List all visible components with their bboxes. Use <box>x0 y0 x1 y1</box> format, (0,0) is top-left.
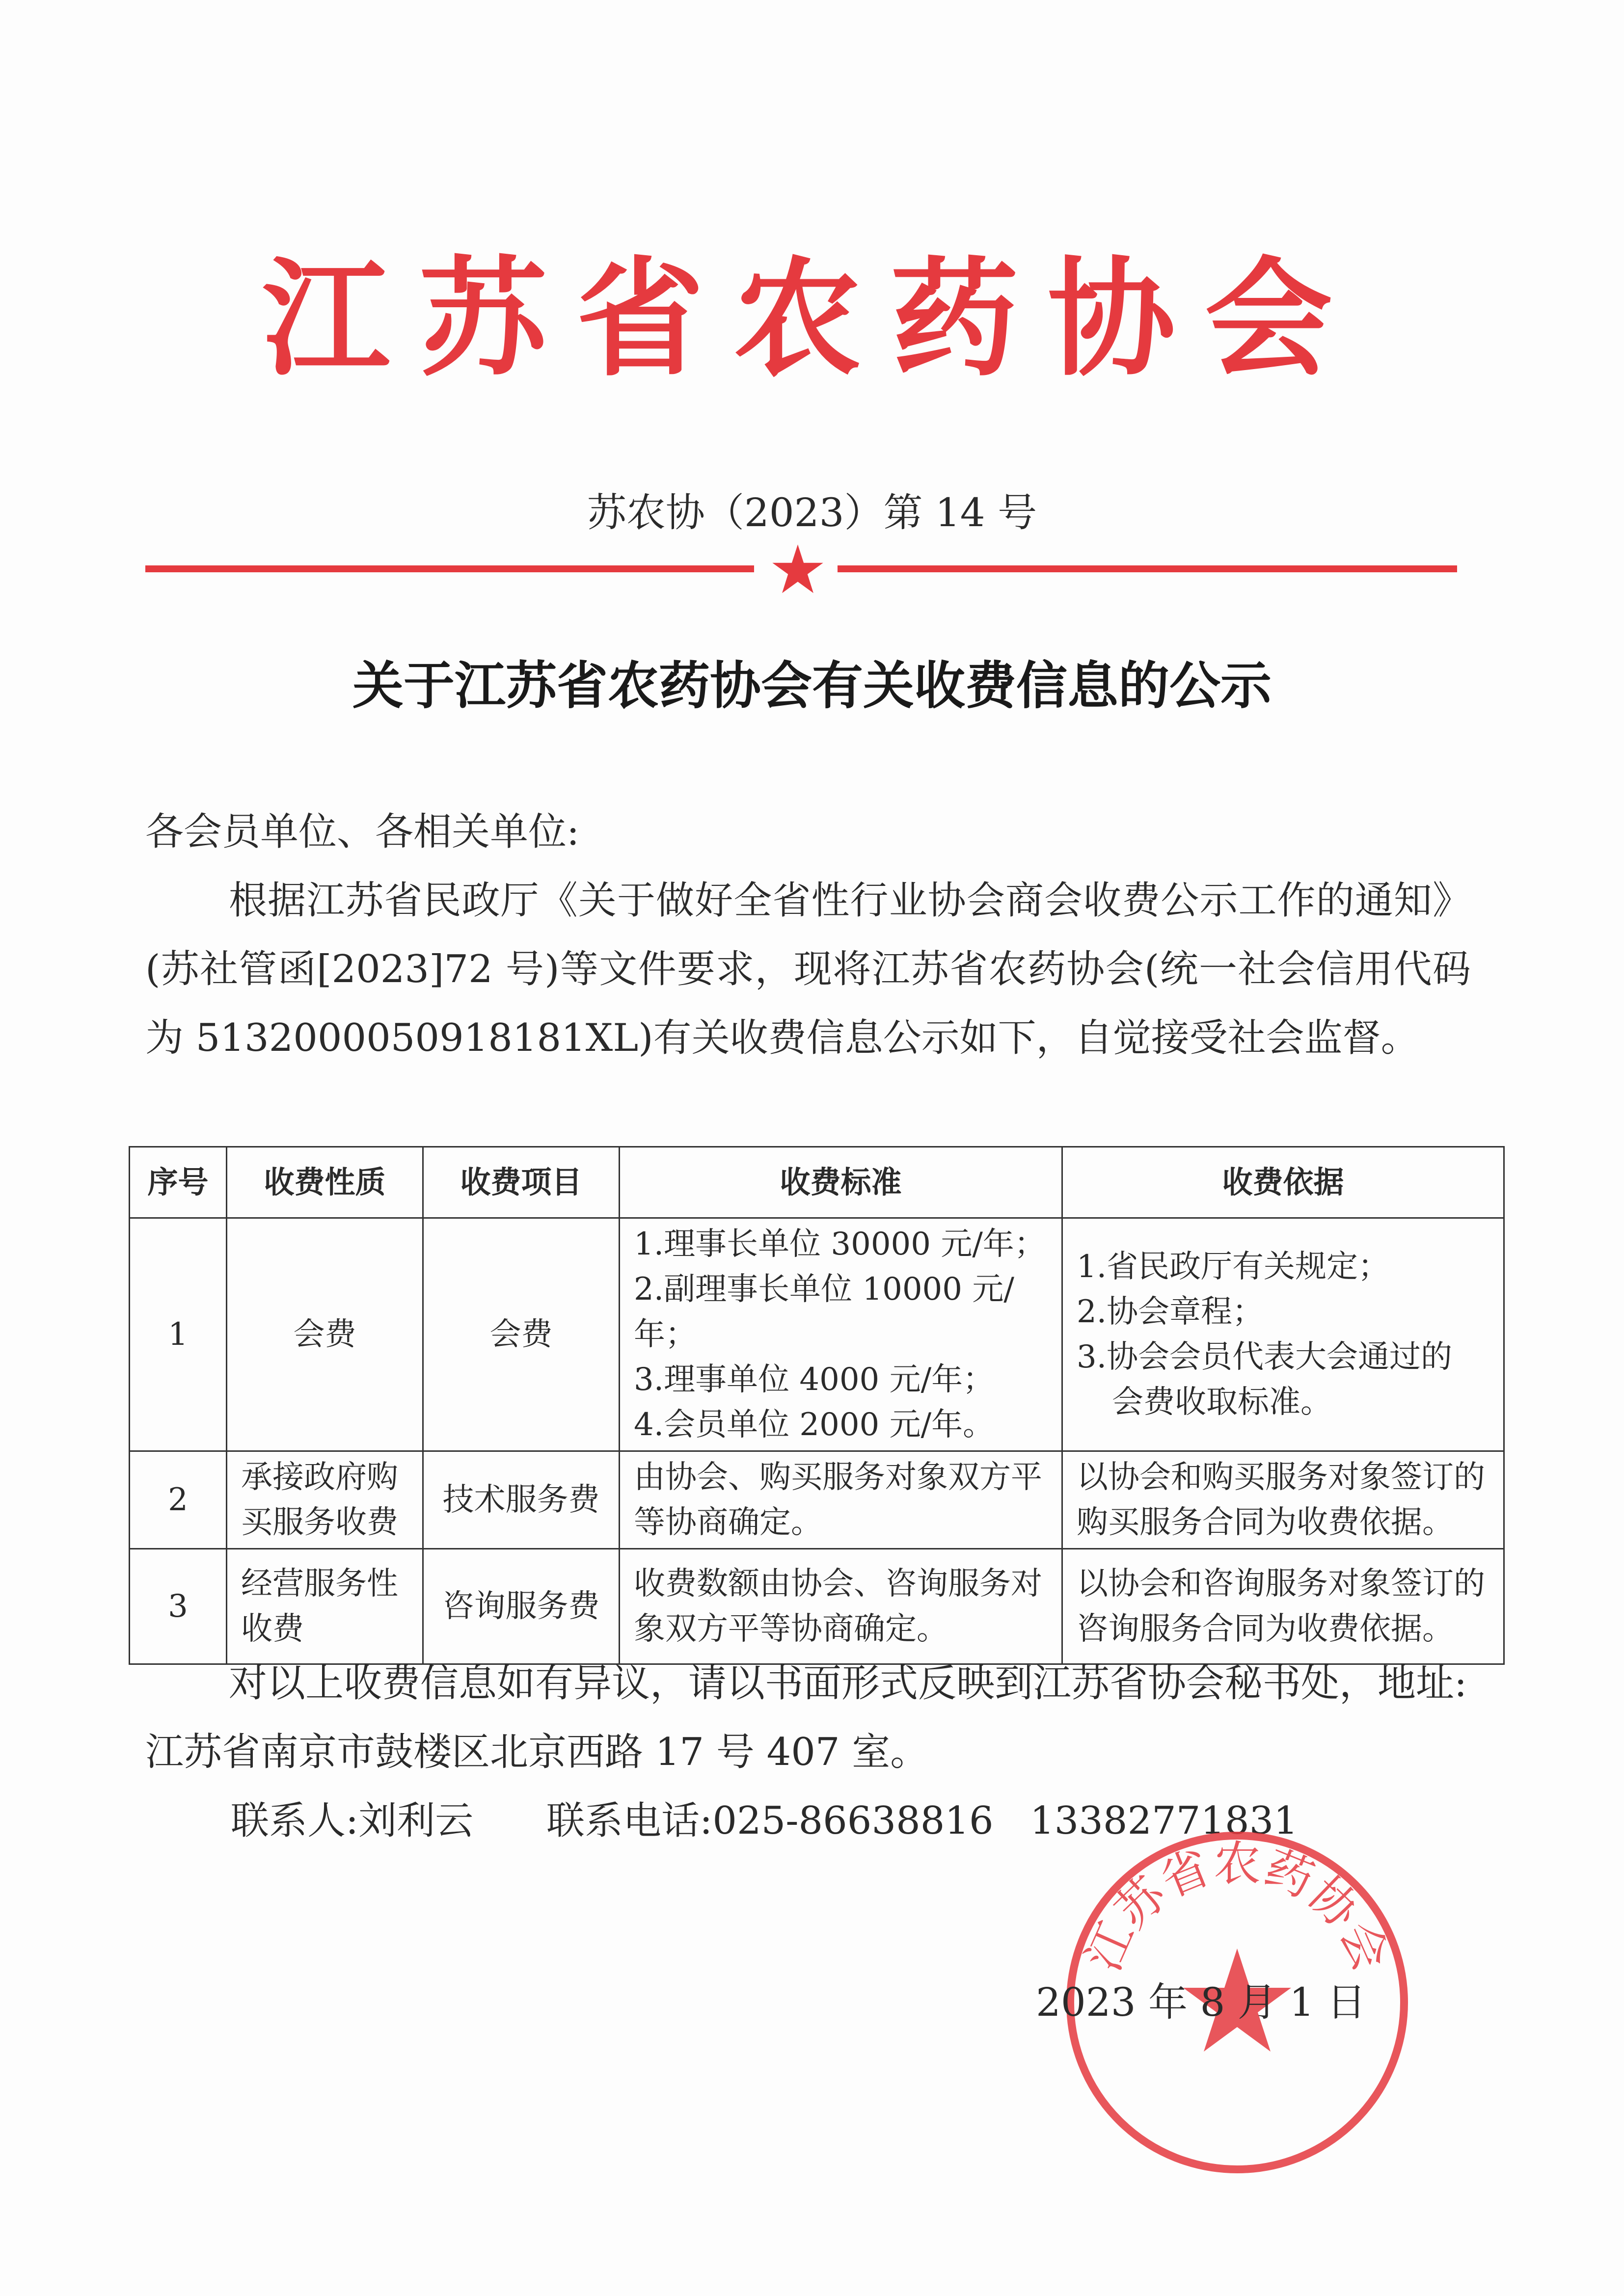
row-standard: 收费数额由协会、咨询服务对象双方平等协商确定。 <box>620 1549 1062 1664</box>
row-basis: 以协会和购买服务对象签订的购买服务合同为收费依据。 <box>1062 1451 1504 1549</box>
standard-line: 1.理事长单位 30000 元/年； <box>634 1226 1046 1262</box>
star-icon <box>771 542 825 596</box>
row-nature: 承接政府购买服务收费 <box>227 1451 423 1549</box>
row-no: 2 <box>130 1451 227 1549</box>
divider-right <box>838 565 1457 572</box>
standard-line: 2.副理事长单位 10000 元/年； <box>634 1271 1014 1353</box>
issue-date: 2023 年 8 月 1 日 <box>1036 1979 1366 2025</box>
row-standard <box>620 1218 1062 1451</box>
standard-line: 4.会员单位 2000 元/年。 <box>634 1407 995 1443</box>
header-item: 收费项目 <box>423 1147 620 1218</box>
row-basis <box>1062 1218 1504 1451</box>
row-nature: 会费 <box>227 1218 423 1451</box>
contact-phone: 联系电话:025-86638816 <box>546 1799 994 1843</box>
basis-line: 1.省民政厅有关规定； <box>1077 1249 1390 1285</box>
contact-mobile: 13382771831 <box>1029 1799 1298 1843</box>
fee-table <box>129 1146 1505 1665</box>
row-no: 1 <box>130 1218 227 1451</box>
standard-line: 3.理事单位 4000 元/年； <box>634 1362 995 1398</box>
row-item: 咨询服务费 <box>423 1549 620 1664</box>
salutation: 各会员单位、各相关单位: <box>145 810 580 854</box>
body-paragraph: 根据江苏省民政厅《关于做好全省性行业协会商会收费公示工作的通知》(苏社管函[2023]72 号)等文件要求，现将江苏省农药协会(统一社会信用代码为 5132000050918181XL)有关收费信息公示如下，自觉接受社会监督。 <box>145 879 1471 1060</box>
org-masthead: 江苏省农药协会 <box>262 244 1362 394</box>
table-row <box>130 1218 1504 1451</box>
row-basis: 以协会和咨询服务对象签订的咨询服务合同为收费依据。 <box>1062 1549 1504 1664</box>
header-basis: 收费依据 <box>1062 1147 1504 1218</box>
notice-title: 关于江苏省农药协会有关收费信息的公示 <box>352 656 1272 716</box>
header-no: 序号 <box>130 1147 227 1218</box>
table-row <box>130 1451 1504 1549</box>
contact-person: 联系人:刘利云 <box>231 1799 474 1843</box>
basis-line: 3.协会会员代表大会通过的 <box>1077 1339 1453 1375</box>
document-number: 苏农协（2023）第 14 号 <box>587 490 1037 535</box>
basis-line: 2.协会章程； <box>1077 1294 1264 1330</box>
row-item: 技术服务费 <box>423 1451 620 1549</box>
seal-text: 江苏省农药协会 <box>1075 1836 1399 1979</box>
objection-paragraph: 对以上收费信息如有异议，请以书面形式反映到江苏省协会秘书处，地址:江苏省南京市鼓楼区北京西路 17 号 407 室。 <box>145 1661 1467 1774</box>
divider-left <box>145 565 754 572</box>
basis-line: 会费收取标准。 <box>1112 1384 1332 1420</box>
table-header-row <box>130 1147 1504 1218</box>
header-nature: 收费性质 <box>227 1147 423 1218</box>
row-nature: 经营服务性收费 <box>227 1549 423 1664</box>
row-item: 会费 <box>423 1218 620 1451</box>
header-standard: 收费标准 <box>620 1147 1062 1218</box>
table-row <box>130 1549 1504 1664</box>
row-standard: 由协会、购买服务对象双方平等协商确定。 <box>620 1451 1062 1549</box>
row-no: 3 <box>130 1549 227 1664</box>
